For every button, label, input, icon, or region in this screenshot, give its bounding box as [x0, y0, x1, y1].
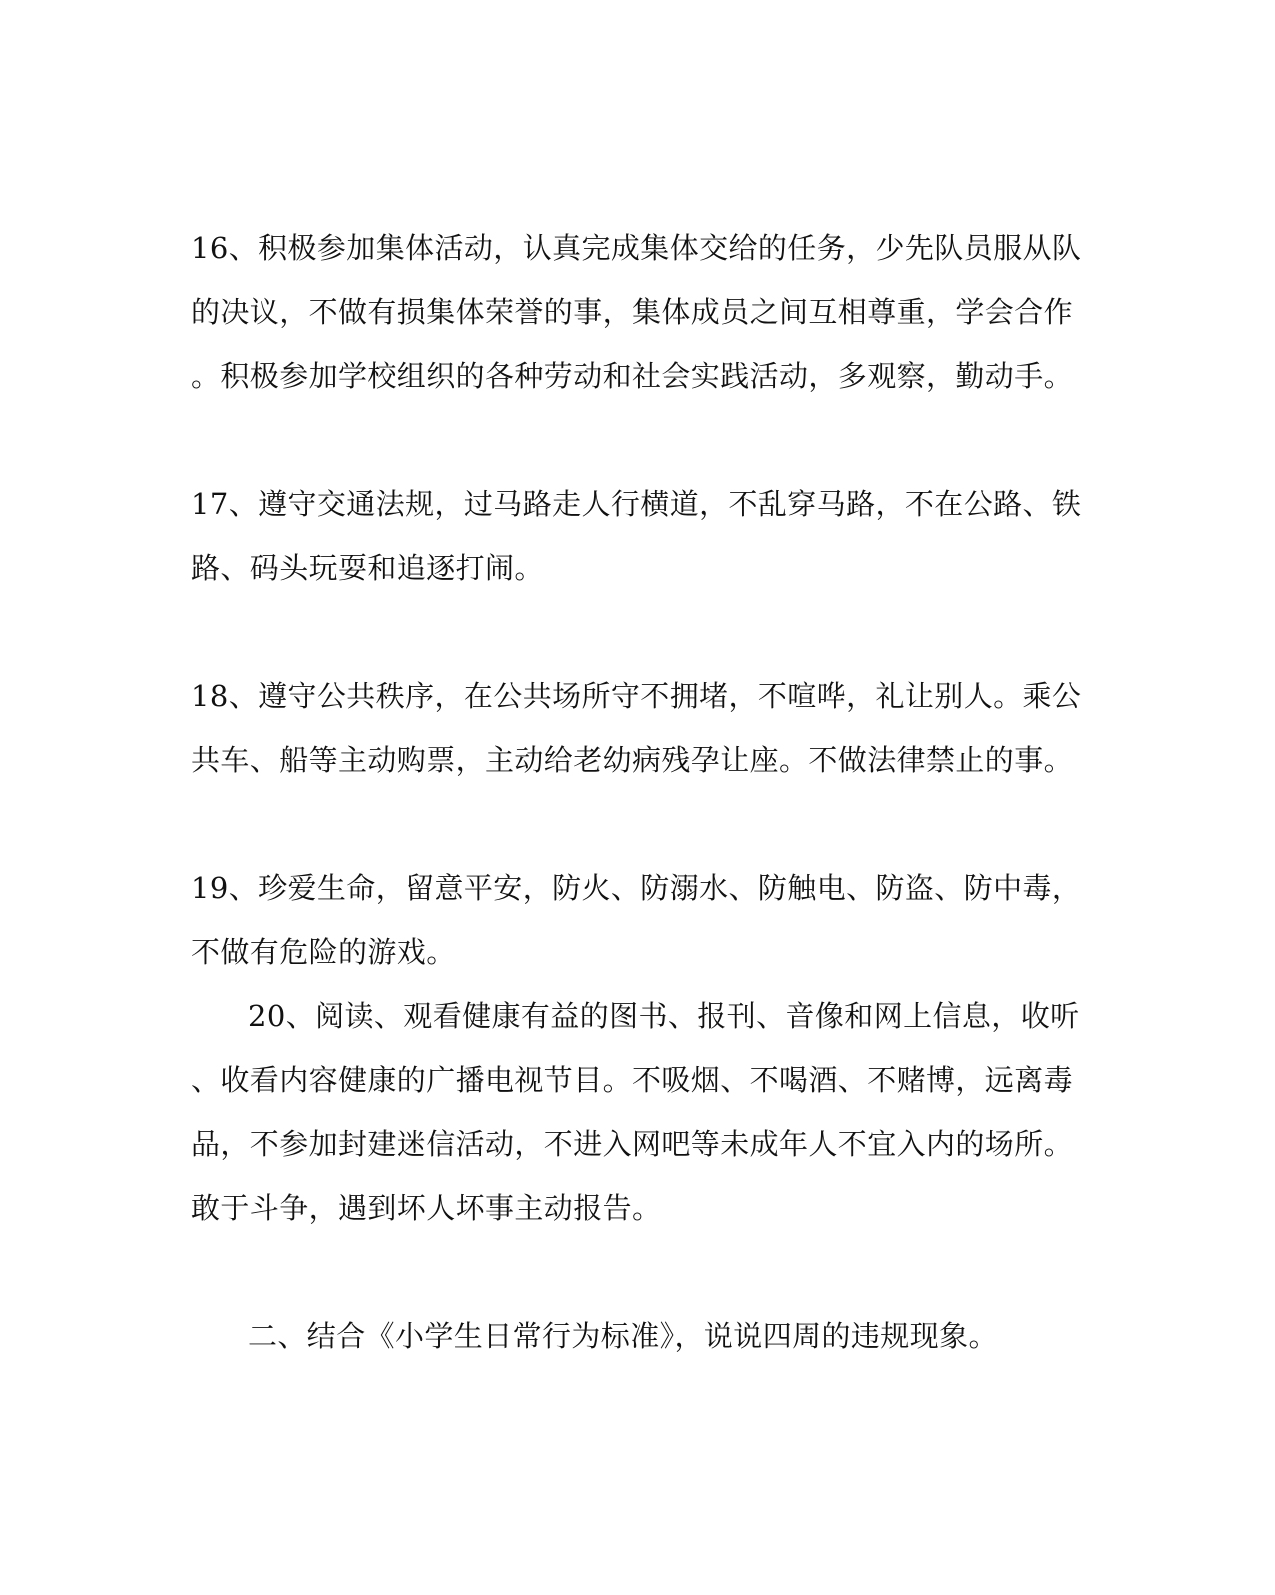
item-18-line-2: 共车、船等主动购票，主动给老幼病残孕让座。不做法律禁止的事。: [191, 743, 1074, 777]
item-18-line-1: 18、遵守公共秩序，在公共场所守不拥堵，不喧哗，礼让别人。乘公: [191, 679, 1082, 713]
item-16-line-3: 。积极参加学校组织的各种劳动和社会实践活动，多观察，勤动手。: [191, 359, 1074, 393]
item-17-line-1: 17、遵守交通法规，过马路走人行横道，不乱穿马路，不在公路、铁: [191, 487, 1082, 521]
item-20-line-4: 敢于斗争，遇到坏人坏事主动报告。: [191, 1191, 662, 1225]
item-19-line-1: 19、珍爱生命，留意平安，防火、防溺水、防触电、防盗、防中毒，: [191, 871, 1082, 905]
item-19-line-2: 不做有危险的游戏。: [191, 935, 456, 969]
item-20-line-1: 20、阅读、观看健康有益的图书、报刊、音像和网上信息，收听: [248, 999, 1080, 1033]
item-20-line-3: 品，不参加封建迷信活动，不进入网吧等未成年人不宜入内的场所。: [191, 1127, 1074, 1161]
item-16-line-2: 的决议，不做有损集体荣誉的事，集体成员之间互相尊重，学会合作: [191, 295, 1074, 329]
item-16-line-1: 16、积极参加集体活动，认真完成集体交给的任务，少先队员服从队: [191, 231, 1082, 265]
item-20-line-2: 、收看内容健康的广播电视节目。不吸烟、不喝酒、不赌博，远离毒: [191, 1063, 1074, 1097]
item-17-line-2: 路、码头玩耍和追逐打闹。: [191, 551, 544, 585]
section-2-heading: 二、结合《小学生日常行为标准》，说说四周的违规现象。: [248, 1319, 998, 1353]
